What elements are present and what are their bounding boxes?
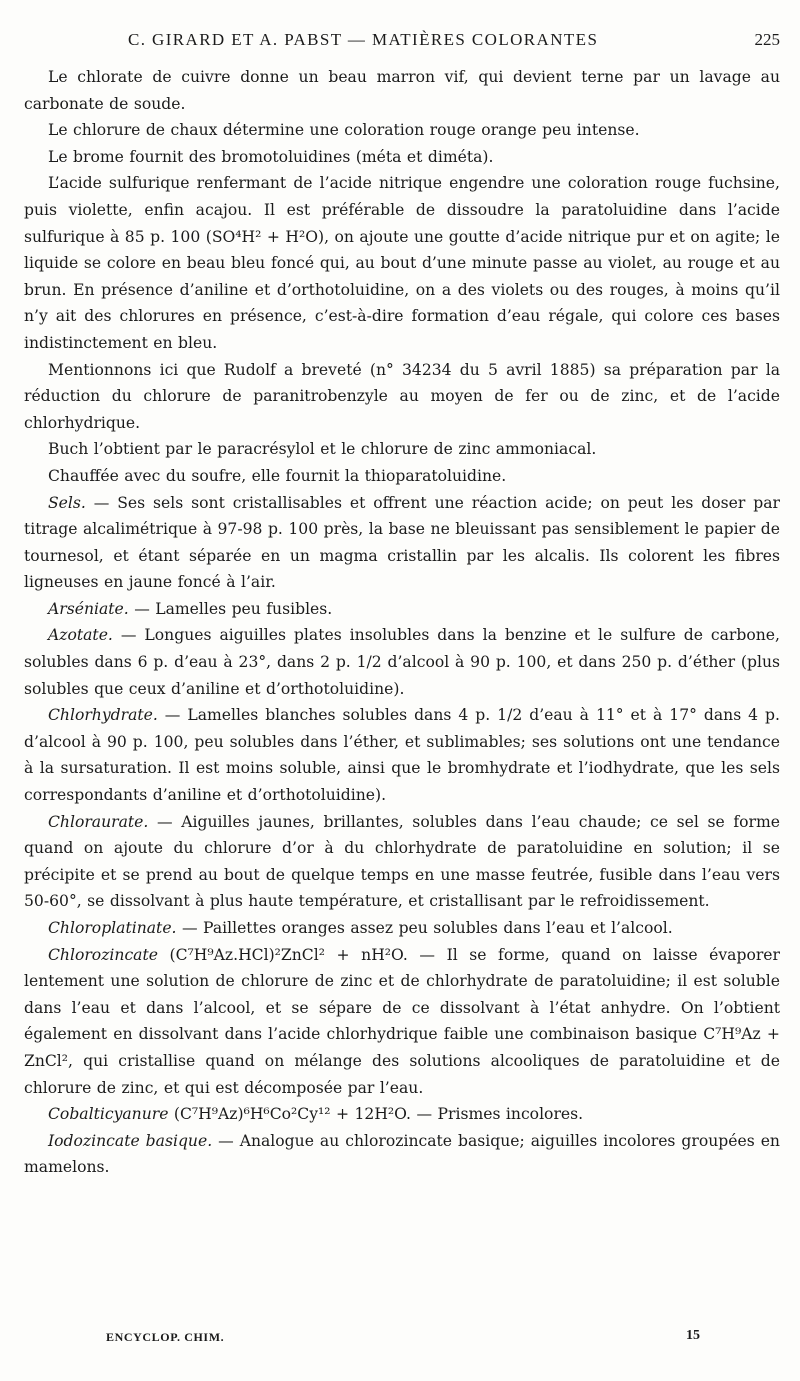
paragraph-text: Le chlorate de cuivre donne un beau marron vif, qui devient terne par un lavage au carbonate de soude. [24,68,780,113]
signature-mark: 15 [686,1328,700,1343]
paragraph-text: Buch l’obtient par le paracrésylol et le chlorure de zinc ammoniacal. [48,440,597,459]
paragraph-text: Chauffée avec du soufre, elle fournit la thioparatoluidine. [48,466,507,485]
paragraph-term: Azotate. [48,626,113,645]
paragraph-term: Iodozincate basique. [48,1131,213,1150]
running-header [24,30,780,56]
paragraph [24,915,780,942]
paragraph [24,942,780,1102]
page-number: 225 [754,30,780,49]
paragraph [24,463,780,490]
paragraph-term: Cobalticyanure [48,1105,169,1124]
paragraph-text: — Lamelles blanches solubles dans 4 p. 1/2 d’eau à 11° et à 17° dans 4 p. d’alcool à 90 p. 100, peu solubles dans l’éther, et sublimables; ses solutions ont une tendance à la sursaturation. Il est moins soluble, ainsi que le bromhydrate et l’iodhydrate, que les sels correspondants d’aniline et d’orthotoluidine). [24,706,780,805]
paragraph-text: — Longues aiguilles plates insolubles dans la benzine et le sulfure de carbone, solubles dans 6 p. d’eau à 23°, dans 2 p. 1/2 d’alcool à 90 p. 100, et dans 250 p. d’éther (plus solubles que ceux d’aniline et d’orthotoluidine). [24,626,780,698]
paragraph-text: — Ses sels sont cristallisables et offrent une réaction acide; on peut les doser par titrage alcalimétrique à 97-98 p. 100 près, la base ne bleuissant pas sensiblement le papier de tournesol, et étant séparée en un magma cristallin par les alcalis. Ils colorent les fibres ligneuses en jaune foncé à l’air. [24,493,780,592]
paragraph-text: — Aiguilles jaunes, brillantes, solubles dans l’eau chaude; ce sel se forme quand on ajoute du chlorure d’or à du chlorhydrate de paratoluidine en solution; il se précipite et se prend au bout de quelque temps en une masse feutrée, fusible dans l’eau vers 50-60°, se dissolvant à plus haute température, et cristallisant par le refroidissement. [24,812,780,911]
page-footer [24,1328,780,1350]
paragraph-text: Mentionnons ici que Rudolf a breveté (n° 34234 du 5 avril 1885) sa préparation par la réduction du chlorure de paranitrobenzyle au moyen de fer ou de zinc, et de l’acide chlorhydrique. [24,360,780,432]
paragraph-text: Le chlorure de chaux détermine une coloration rouge orange peu intense. [48,121,640,140]
paragraph [24,144,780,171]
paragraph-text: (C⁷H⁹Az)⁶H⁶Co²Cy¹² + 12H²O. — Prismes incolores. [168,1105,584,1124]
paragraph-term: Sels. [48,493,86,512]
paragraph [24,64,780,117]
paragraph-term: Chlorhydrate. [48,706,158,725]
paragraph-text: — Lamelles peu fusibles. [128,599,333,618]
paragraph-text: — Paillettes oranges assez peu solubles dans l’eau et l’alcool. [176,919,673,937]
page-body [24,64,780,1181]
paragraph [24,490,780,596]
paragraph [24,1128,780,1181]
paragraph [24,622,780,702]
paragraph-text: (C⁷H⁹Az.HCl)²ZnCl² + nH²O. — Il se forme, quand on laisse évaporer lentement une solution de chlorure de zinc et de chlorhydrate de paratoluidine; il est soluble dans l’eau et dans l’alcool, et se sépare de ce dissolvant à l’état anhydre. On l’obtient également en dissolvant dans l’acide chlorhydrique faible une combinaison basique C⁷H⁹Az + ZnCl², qui cristallise quand on mélange des solutions alcooliques de paratoluidine et de chlorure de zinc, et qui est décomposée par l’eau. [24,945,780,1097]
paragraph-text: Le brome fournit des bromotoluidines (méta et diméta). [48,147,494,166]
paragraph [24,357,780,437]
paragraph [24,170,780,356]
paragraph [24,596,780,623]
paragraph [24,702,780,808]
paragraph-text: L’acide sulfurique renfermant de l’acide nitrique engendre une coloration rouge fuchsine, puis violette, enfin acajou. Il est préférable de dissoudre la paratoluidine dans l’acide sulfurique à 85 p. 100 (SO⁴H² + H²O), on ajoute une goutte d’acide nitrique pur et on agite; le liquide se colore en beau bleu foncé qui, au bout d’une minute passe au violet, au rouge et au brun. En présence d’aniline et d’orthotoluidine, on a des violets ou des rouges, à moins qu’il n’y ait des chlorures en présence, c’est-à-dire formation d’eau régale, qui colore ces bases indistinctement en bleu. [24,174,780,352]
paragraph-term: Chloraurate. [48,812,149,831]
paragraph-term: Chloroplatinate. [48,919,177,937]
paragraph [24,1101,780,1128]
paragraph [24,436,780,463]
page [24,30,780,1181]
footer-series: ENCYCLOP. CHIM. [106,1330,225,1344]
paragraph [24,117,780,144]
paragraph [24,809,780,915]
paragraph-term: Chlorozincate [48,945,158,964]
running-title: C. GIRARD ET A. PABST — MATIÈRES COLORANTES [128,30,599,49]
paragraph-text: — Analogue au chlorozincate basique; aiguilles incolores groupées en mamelons. [24,1131,780,1177]
paragraph-term: Arséniate. [48,599,129,618]
